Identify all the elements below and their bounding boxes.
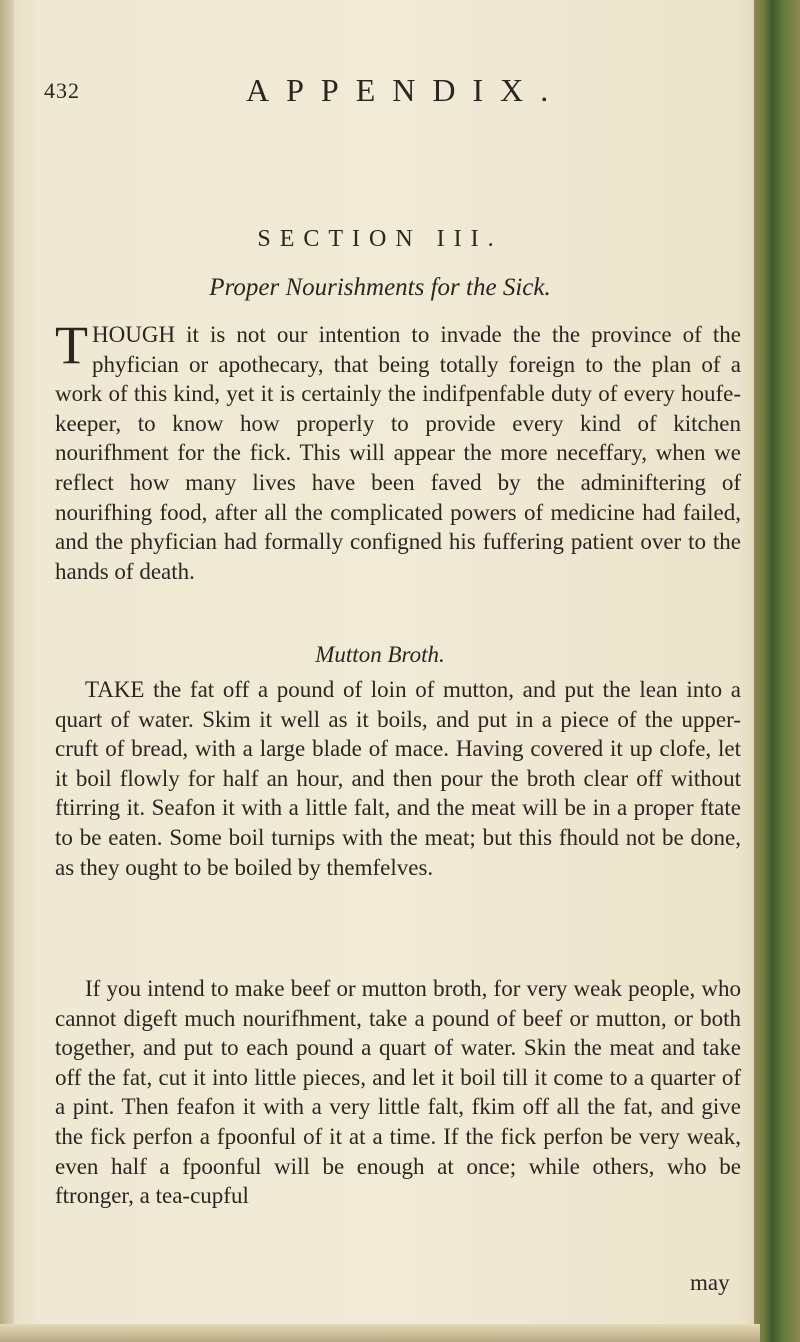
running-head: APPENDIX. [246,72,566,108]
recipe-paragraph-1: TAKE the fat off a pound of loin of mutton, and put the lean into a quart of water. Skim it well as it boils, and put in a piece of the upper-cruft of bread, with a large blade of mace. Having covered it up clofe, let it boil flowly for half an hour, and then pour the broth clear off without ftirring it. Seafon it with a little falt, and the meat will be in a proper ftate to be eaten. Some boil turnips with the meat; but this fhould not be done, as they ought to be boiled by themfelves. [55,677,741,880]
book-spine-edge [754,0,800,1342]
page-bottom-edge [0,1324,760,1342]
drop-cap: T [55,315,88,375]
section-title: SECTION III. [257,226,503,252]
catchword: may [690,1270,730,1295]
intro-paragraph [55,315,741,586]
recipe-title: Mutton Broth. [315,642,445,667]
page-header [44,72,744,112]
intro-text: HOUGH it is not our intention to invade the the province of the phyfician or apothecary, that being totally foreign to the plan of a work of this kind, yet it is certainly the indifpenfable duty of every houfe-keeper, to know how properly to provide every kind of kitchen nourifhment for the fick. This will appear the more neceffary, when we reflect how many lives have been faved by the adminiftering of nourifhing food, after all the complicated powers of medicine had failed, and the phyfician had formally configned his fuffering patient over to the hands of death. [55,322,741,584]
page-number: 432 [44,78,80,103]
section-subtitle: Proper Nourishments for the Sick. [209,274,551,301]
recipe-paragraph-2: If you intend to make beef or mutton broth, for very weak people, who cannot digeft much nourifhment, take a pound of beef or mutton, or both together, and put to each pound a quart of water. Skin the meat and take off the fat, cut it into little pieces, and let it boil till it come to a quarter of a pint. Then feafon it with a very little falt, fkim off all the fat, and give the fick perfon a fpoonful of it at a time. If the fick perfon be very weak, even half a fpoonful will be enough at once; while others, who be ftronger, a tea-cupful [55,976,741,1209]
page-left-edge [0,0,14,1342]
